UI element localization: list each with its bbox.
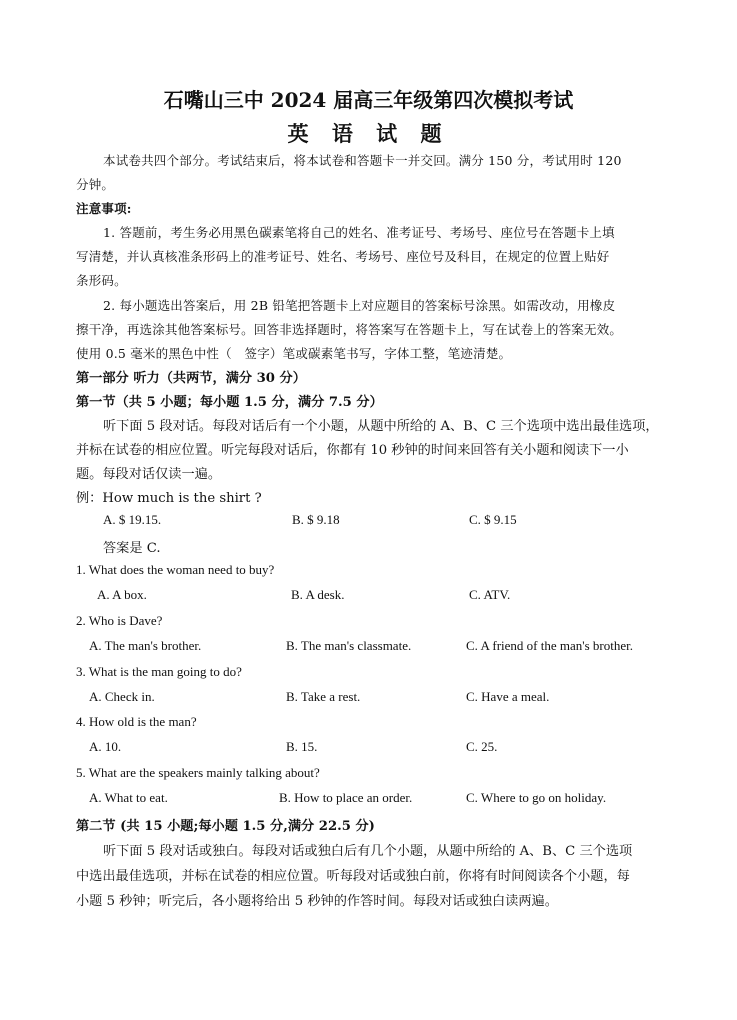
question-5-option-b: B. How to place an order. [279,790,413,805]
question-5-option-a: A. What to eat. [89,790,168,805]
part1-heading: 第一部分 听力（共两节，满分 30 分） [76,371,306,386]
question-3-option-a: A. Check in. [89,689,155,704]
question-1-option-c: C. ATV. [469,587,511,602]
question-3-option-b: B. Take a rest. [286,689,361,704]
example-option-a: A. $ 19.15. [103,512,162,527]
example-answer: 答案是 C. [103,541,161,556]
question-2-option-c: C. A friend of the man's brother. [466,638,633,653]
section2-instruction-1: 听下面 5 段对话或独白。每段对话或独白后有几个小题，从题中所给的 A、B、C 三个选项 [103,844,633,859]
notice-heading: 注意事项: [76,201,132,216]
intro-line-1: 本试卷共四个部分。考试结束后，将本试卷和答题卡一并交回。满分 150 分，考试用时 120 [103,153,622,168]
question-1-option-a: A. A box. [97,587,147,602]
question-1-option-b: B. A desk. [291,587,345,602]
question-3-option-c: C. Have a meal. [466,689,550,704]
question-3: 3. What is the man going to do? [76,664,242,679]
notice-item-2-line-3: 使用 0.5 毫米的黑色中性（ 签字）笔或碳素笔书写，字体工整，笔迹清楚。 [76,346,512,361]
notice-item-2-line-2: 擦干净，再选涂其他答案标号。回答非选择题时，将答案写在答题卡上，写在试卷上的答案无效。 [76,322,623,337]
notice-item-2-line-1: 2. 每小题选出答案后，用 2B 铅笔把答题卡上对应题目的答案标号涂黑。如需改动，用橡皮 [103,298,616,313]
intro-line-2: 分钟。 [76,177,115,192]
section1-instruction-3: 题。每段对话仅读一遍。 [76,467,222,482]
notice-item-1-line-3: 条形码。 [76,273,127,288]
notice-item-1-line-2: 写清楚，并认真核准条形码上的准考证号、姓名、考场号、座位号及科目，在规定的位置上贴好 [76,249,610,264]
question-2-option-b: B. The man's classmate. [286,638,412,653]
section1-instruction-2: 并标在试卷的相应位置。听完每段对话后，你都有 10 秒钟的时间来回答有关小题和阅读下一小 [76,443,629,458]
question-4-option-a: A. 10. [89,739,122,754]
question-4-option-b: B. 15. [286,739,318,754]
question-4: 4. How old is the man? [76,714,197,729]
question-5: 5. What are the speakers mainly talking about? [76,765,320,780]
exam-title: 石嘴山三中 2024 届高三年级第四次模拟考试 [163,88,574,112]
section2-instruction-2: 中选出最佳选项，并标在试卷的相应位置。听每段对话或独白前，你将有时间阅读各个小题，每 [76,869,630,884]
exam-subtitle: 英 语 试 题 [287,121,450,146]
question-2: 2. Who is Dave? [76,613,163,628]
question-2-option-a: A. The man's brother. [89,638,202,653]
example-option-b: B. $ 9.18 [292,512,340,527]
notice-item-1-line-1: 1. 答题前，考生务必用黑色碳素笔将自己的姓名、准考证号、考场号、座位号在答题卡上填 [103,225,615,240]
question-1: 1. What does the woman need to buy? [76,562,275,577]
example-question: 例：How much is the shirt ? [76,491,262,506]
example-option-c: C. $ 9.15 [469,512,517,527]
question-5-option-c: C. Where to go on holiday. [466,790,607,805]
question-4-option-c: C. 25. [466,739,498,754]
section2-heading: 第二节 (共 15 小题;每小题 1.5 分,满分 22.5 分) [76,819,375,834]
section1-instruction-1: 听下面 5 段对话。每段对话后有一个小题，从题中所给的 A、B、C 三个选项中选出最佳选项， [103,419,659,434]
section2-instruction-3: 小题 5 秒钟；听完后，各小题将给出 5 秒钟的作答时间。每段对话或独白读两遍。 [76,894,558,909]
section1-heading: 第一节（共 5 小题；每小题 1.5 分，满分 7.5 分） [76,395,383,410]
